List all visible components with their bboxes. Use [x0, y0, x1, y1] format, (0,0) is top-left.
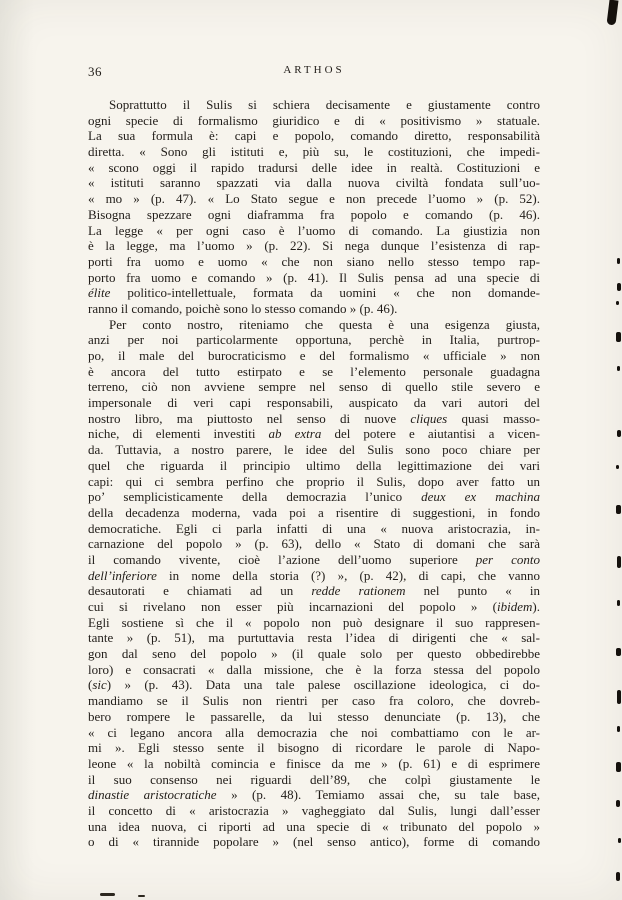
text-line — [88, 113, 540, 129]
italic-text-run: sic — [92, 677, 107, 693]
italic-text-run: dinastie aristocratiche — [88, 787, 217, 803]
text-line — [88, 191, 540, 207]
text-line — [88, 599, 540, 615]
paragraph — [88, 317, 540, 850]
page-number: 36 — [88, 64, 102, 79]
text-line — [88, 128, 540, 144]
text-run: po’ semplicisticamente della democrazia l’unico — [88, 489, 422, 505]
text-line — [88, 568, 540, 584]
text-run: « mo » (p. 47). « Lo Stato segue e non precede l’uomo » (p. 52). — [88, 191, 540, 207]
text-line — [88, 740, 540, 756]
text-line — [88, 693, 540, 709]
text-run: carnazione del popolo » (p. 63), dello « Stato di domani che sarà — [88, 536, 540, 552]
text-line — [88, 772, 540, 788]
text-run: ) » (p. 43). Data una tale palese oscillazione ideologica, ci do- — [106, 677, 540, 693]
text-line — [88, 474, 540, 490]
text-line — [88, 175, 540, 191]
text-line — [88, 97, 540, 113]
text-line — [88, 709, 540, 725]
text-run: cui si rivelano non esser più incarnazioni del popolo » ( — [88, 599, 498, 614]
text-run: mi ». Egli stesso sente il bisogno di ricordare le parole di Napo- — [88, 740, 540, 756]
text-run: tante » (p. 51), ma purtuttavia resta l’idea di dirigenti che « sal- — [88, 630, 540, 646]
text-run: desautorati e chiamati ad un — [88, 583, 312, 599]
text-line — [88, 583, 540, 599]
text-run: terreno, ciò non avviene sempre nel senso di quello stile severo e — [88, 379, 540, 395]
text-run: o di « tirannide popolare » (nel senso antico), forme di comando — [88, 834, 540, 850]
text-run: leone « la nobiltà comincia e finisce da me » (p. 61) e di esprimere — [88, 755, 540, 771]
text-line — [88, 489, 540, 505]
text-run: bero rompere le passarelle, da lui stesso denunciate (p. 13), che — [88, 708, 540, 724]
text-line — [88, 677, 540, 693]
text-line — [88, 536, 540, 552]
text-run: democratiche. Egli ci parla infatti di una « nuova aristocrazia, in- — [88, 520, 540, 536]
text-line — [88, 787, 540, 803]
text-line — [88, 238, 540, 254]
text-run: quel che riguarda il principio ultimo della legittimazione dei vari — [88, 457, 540, 473]
text-run: impersonale di veri capi responsabili, auspicato da vari autori del — [88, 395, 540, 411]
text-run: è ancora del tutto estirpato e se l’elemento personale guadagna — [88, 363, 540, 379]
text-line — [88, 521, 540, 537]
text-run: il suo consenso nei riguardi dell’89, che colpì giustamente le — [88, 771, 540, 787]
text-line — [88, 458, 540, 474]
italic-text-run: redde rationem — [311, 583, 406, 599]
text-line — [88, 819, 540, 835]
text-run: è la legge, ma l’uomo » (p. 22). Si nega dunque l’esistenza di rap- — [88, 238, 540, 254]
text-run: ranno il comando, poichè sono lo stesso comando » (p. 46). — [88, 300, 398, 316]
text-line — [88, 364, 540, 380]
text-run: porto fra uomo e comando » (p. 41). Il Sulis pensa ad una specie di — [88, 269, 540, 285]
text-run: il concetto di « aristocrazia » vagheggiato dal Sulis, lungi dall’esser — [88, 802, 540, 818]
text-line — [88, 426, 540, 442]
italic-text-run: cliques — [410, 410, 448, 426]
paragraph — [88, 97, 540, 317]
text-line — [88, 144, 540, 160]
text-run: « scono oggi il rapido tradursi delle idee in realtà. Costituzioni e — [88, 159, 540, 175]
text-line — [88, 646, 540, 662]
text-line — [88, 270, 540, 286]
text-line — [88, 505, 540, 521]
text-run: Egli sostiene sì che il « popolo non può designare il suo rappresen- — [88, 614, 540, 630]
text-run: anzi per noi particolarmente opportuna, perchè in Italia, purtrop- — [88, 332, 540, 348]
text-run: da. Tuttavia, a nostro parere, le idee del Sulis sono poco chiare per — [88, 442, 540, 458]
text-line — [88, 301, 540, 317]
text-run: mandiamo se il Sulis non rientri per caso fra coloro, che dovreb- — [88, 693, 540, 709]
text-line — [88, 756, 540, 772]
italic-text-run: élite — [88, 285, 111, 301]
text-run: La sua formula è: capi e popolo, comando diretto, responsabilità — [88, 128, 540, 144]
text-line — [88, 395, 540, 411]
text-line — [88, 332, 540, 348]
text-run: niche, di elementi investiti — [88, 426, 269, 442]
italic-text-run: per conto — [475, 551, 540, 567]
text-run: capi: qui ci sembra perfino che proprio il Sulis, dopo aver fatto un — [88, 473, 540, 489]
text-run: ). — [532, 599, 540, 614]
text-line — [88, 411, 540, 427]
text-run: Per conto nostro, riteniamo che questa è una esigenza giusta, — [109, 316, 540, 332]
text-line — [88, 442, 540, 458]
text-line — [88, 803, 540, 819]
text-run: po, il male del burocraticismo e del formalismo « ufficiale » non — [88, 348, 540, 363]
text-run: ogni specie di formalismo giuridico e di « positivismo » statuale. — [88, 112, 540, 128]
text-line — [88, 552, 540, 568]
text-run: « ci legano ancora alla democrazia che noi combattiamo con le ar- — [88, 724, 540, 740]
text-run: politico-intellettuale, formata da uomini « che non domande- — [110, 285, 540, 301]
text-run: quasi masso- — [447, 410, 540, 426]
text-run: nel punto « in — [405, 583, 540, 599]
text-run: » (p. 48). Temiamo assai che, su tale base, — [216, 787, 540, 803]
running-title: ARTHOS — [283, 64, 345, 76]
italic-text-run: ab extra — [268, 426, 322, 442]
text-run: una idea nuova, ci riporti ad una specie di « tribunato del popolo » — [88, 818, 540, 834]
text-run: il comando vivente, cioè l’azione dell’uomo superiore — [88, 551, 476, 567]
text-run: in nome della storia (?) », (p. 42), di capi, che vanno — [156, 567, 540, 583]
text-line — [88, 725, 540, 741]
text-run: porti fra uomo e uomo « che non siano nello stesso tempo rap- — [88, 253, 540, 269]
text-line — [88, 254, 540, 270]
page-text — [88, 97, 540, 850]
text-line — [88, 379, 540, 395]
text-line — [88, 207, 540, 223]
text-line — [88, 630, 540, 646]
text-run: Bisogna spezzare ogni diaframma fra popolo e comando (p. 46). — [88, 206, 540, 222]
italic-text-run: dell’inferiore — [88, 567, 157, 583]
text-line — [88, 662, 540, 678]
text-run: del potere e aiutantisi a vicen- — [321, 426, 540, 442]
text-run: La legge « per ogni caso è l’uomo di comando. La giustizia non — [88, 222, 540, 238]
text-run: loro) e consacrati « dalla missione, che è la forza stessa del popolo — [88, 661, 540, 677]
text-line — [88, 348, 540, 364]
italic-text-run: ibidem — [497, 599, 533, 614]
page-header — [88, 64, 540, 80]
text-run: nostro libro, ma piuttosto nel senso di nuove — [88, 410, 411, 426]
text-run: diretta. « Sono gli istituti e, più su, le costituzioni, che impedi- — [88, 144, 540, 160]
text-run: « istituti saranno spazzati via dalla nuova civiltà fondata sull’uo- — [88, 175, 540, 191]
text-line — [88, 160, 540, 176]
text-line — [88, 223, 540, 239]
text-line — [88, 317, 540, 333]
text-line — [88, 834, 540, 850]
text-run: Soprattutto il Sulis si schiera decisamente e giustamente contro — [109, 97, 540, 112]
text-line — [88, 285, 540, 301]
text-line — [88, 615, 540, 631]
italic-text-run: deux ex machina — [421, 489, 540, 505]
text-run: della decadenza moderna, vada poi a risentire di suggestioni, in fondo — [88, 504, 540, 520]
text-run: gon dal seno del popolo » (il quale solo per questo obbedirebbe — [88, 646, 540, 662]
text-run: ( — [88, 677, 93, 693]
